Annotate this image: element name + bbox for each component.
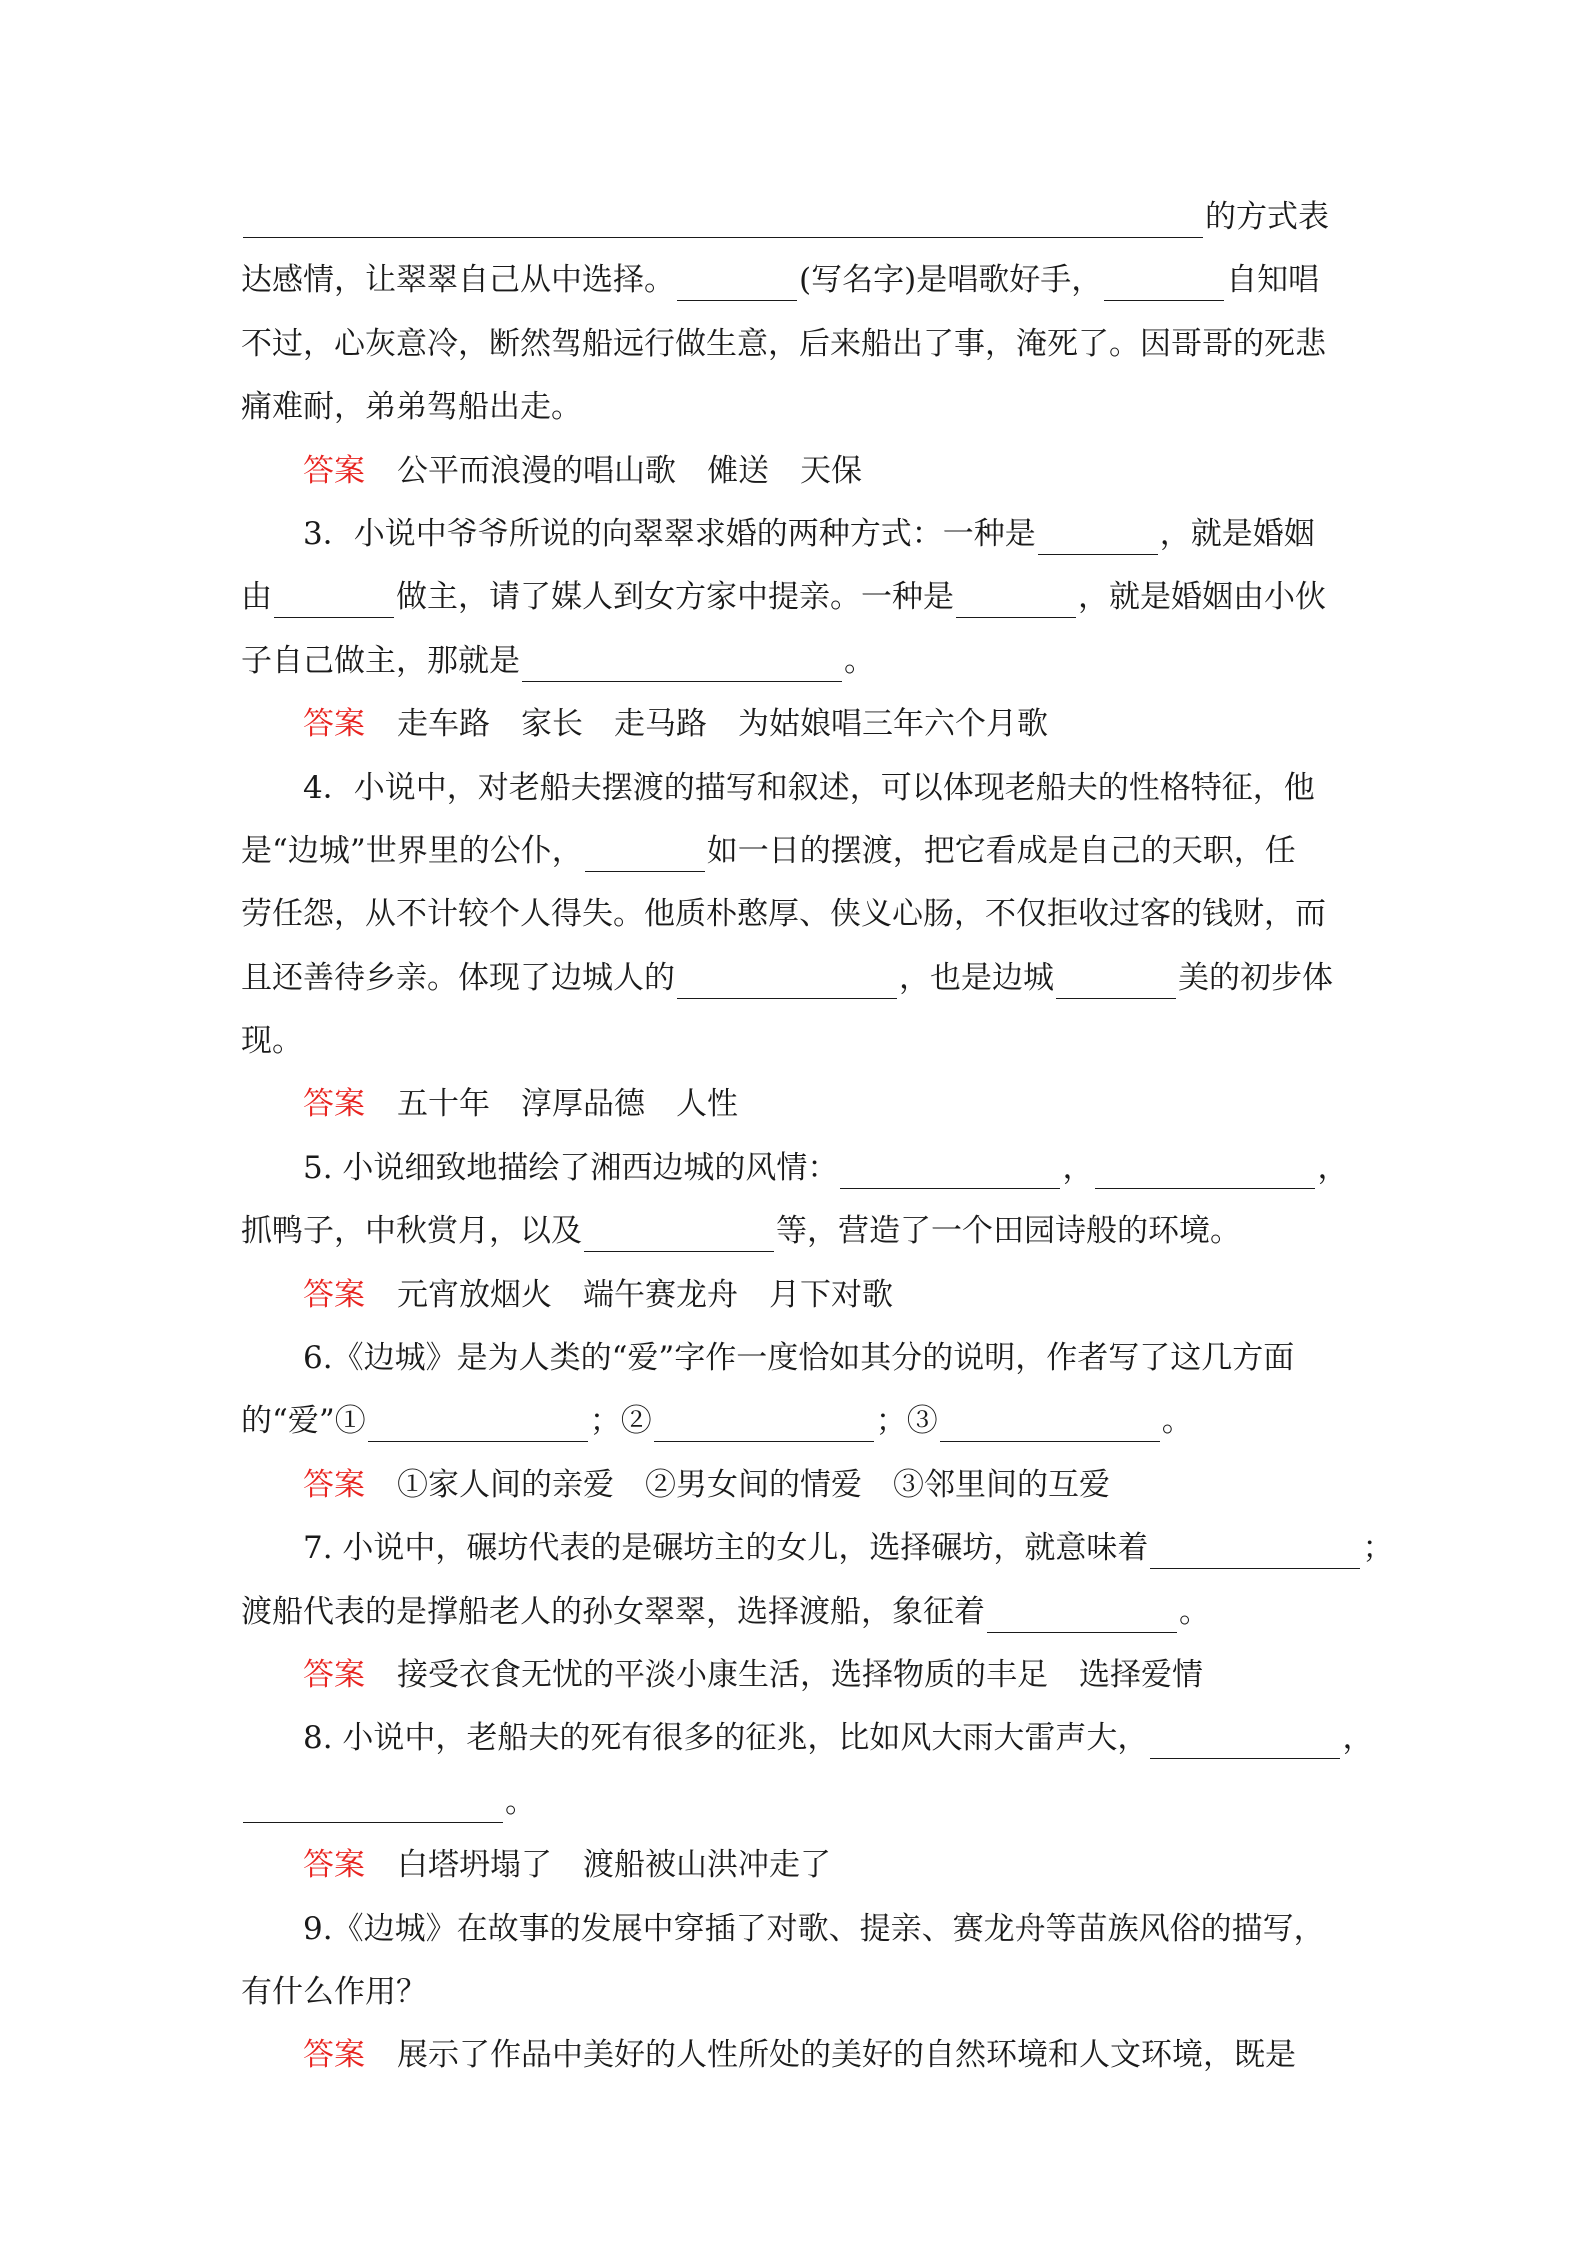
question-text: 子自己做主，那就是	[241, 642, 520, 679]
answer-label: 答案	[303, 706, 365, 743]
question-line	[241, 820, 1351, 883]
question-line	[241, 630, 1351, 693]
fill-blank	[1150, 1530, 1360, 1569]
answer-label: 答案	[303, 1086, 365, 1123]
question-text: 8. 小说中，老船夫的死有很多的征兆，比如风大雨大雷声大，	[241, 1720, 1149, 1757]
fill-blank	[956, 579, 1076, 618]
answer-text: 公平而浪漫的唱山歌 傩送 天保	[397, 452, 862, 489]
question-line	[241, 313, 1351, 376]
fill-blank	[1038, 516, 1158, 555]
question-text: 。	[1179, 1593, 1210, 1630]
question-text: 渡船代表的是撑船老人的孙女翠翠，选择渡船，象征着	[241, 1593, 985, 1630]
question-line	[241, 376, 1351, 439]
answer-label: 答案	[303, 1466, 365, 1503]
question-text: ，	[1317, 1149, 1349, 1186]
fill-blank	[1150, 1720, 1340, 1759]
answer-text: 白塔坍塌了 渡船被山洪冲走了	[397, 1847, 831, 1884]
question-line	[241, 1200, 1351, 1263]
question-line	[241, 1390, 1351, 1453]
question-text: 等，营造了一个田园诗般的环境。	[776, 1213, 1241, 1250]
question-text: 5. 小说细致地描绘了湘西边城的风情：	[241, 1149, 839, 1186]
question-text: 如一日的摆渡，把它看成是自己的天职，任	[706, 832, 1296, 869]
question-text: ，就是婚姻	[1159, 515, 1315, 552]
question-line	[241, 503, 1351, 566]
fill-blank	[987, 1594, 1177, 1633]
answer-line	[241, 1073, 1351, 1136]
question-text: 是“边城”世界里的公仆，	[241, 832, 583, 869]
question-line	[241, 1517, 1394, 1580]
answer-line	[241, 2024, 1351, 2087]
answer-label: 答案	[303, 1656, 365, 1693]
answer-line	[241, 1454, 1351, 1517]
question-line	[241, 1961, 1351, 2024]
question-line	[241, 1137, 1351, 1200]
fill-blank	[522, 643, 842, 682]
question-text: 的“爱”①	[241, 1403, 366, 1440]
question-text: 抓鸭子，中秋赏月，以及	[241, 1213, 582, 1250]
question-line	[241, 566, 1351, 629]
question-text: 自知唱	[1226, 262, 1320, 299]
fill-blank	[584, 1213, 774, 1252]
fill-blank	[585, 833, 705, 872]
question-line	[241, 883, 1351, 946]
fill-blank	[243, 199, 1203, 238]
question-text: 6.《边城》是为人类的“爱”字作一度恰如其分的说明，作者写了这几方面	[241, 1340, 1295, 1377]
question-text: ；③	[875, 1403, 938, 1440]
fill-blank	[1095, 1150, 1315, 1189]
answer-text: 五十年 淳厚品德 人性	[397, 1086, 738, 1123]
answer-text: 展示了作品中美好的人性所处的美好的自然环境和人文环境，既是	[397, 2037, 1296, 2074]
question-line	[241, 186, 1351, 249]
answer-label: 答案	[303, 2037, 365, 2074]
answer-text: ①家人间的亲爱 ②男女间的情爱 ③邻里间的互爱	[397, 1466, 1110, 1503]
question-text: 且还善待乡亲。体现了边城人的	[241, 959, 675, 996]
question-line	[241, 947, 1351, 1010]
fill-blank	[677, 262, 797, 301]
question-text: 7. 小说中，碾坊代表的是碾坊主的女儿，选择碾坊，就意味着	[241, 1530, 1149, 1567]
fill-blank	[654, 1403, 874, 1442]
question-text: ，就是婚姻由小伙	[1078, 579, 1326, 616]
answer-label: 答案	[303, 1847, 365, 1884]
question-text: 。	[505, 1783, 536, 1820]
question-line	[241, 1771, 1351, 1834]
fill-blank	[243, 1784, 503, 1823]
question-text: ；	[1362, 1530, 1394, 1567]
answer-label: 答案	[303, 1276, 365, 1313]
fill-blank	[840, 1150, 1060, 1189]
question-text: 痛难耐，弟弟驾船出走。	[241, 389, 582, 426]
fill-blank	[1104, 262, 1224, 301]
question-text: (写名字)是唱歌好手，	[799, 262, 1103, 299]
question-line	[241, 249, 1351, 312]
fill-blank	[940, 1403, 1160, 1442]
question-text: 由	[241, 579, 272, 616]
question-text: 现。	[241, 1023, 303, 1060]
question-line	[241, 1707, 1374, 1770]
question-text: 。	[1161, 1403, 1193, 1440]
answer-text: 元宵放烟火 端午赛龙舟 月下对歌	[397, 1276, 893, 1313]
question-text: ，也是边城	[899, 959, 1054, 996]
fill-blank	[677, 960, 897, 999]
question-text: 9.《边城》在故事的发展中穿插了对歌、提亲、赛龙舟等苗族风俗的描写，	[241, 1910, 1325, 1947]
answer-text: 接受衣食无忧的平淡小康生活，选择物质的丰足 选择爱情	[397, 1656, 1203, 1693]
question-line	[241, 757, 1351, 820]
fill-blank	[274, 579, 394, 618]
question-text: 4．小说中，对老船夫摆渡的描写和叙述，可以体现老船夫的性格特征，他	[241, 769, 1315, 806]
question-text: 不过，心灰意冷，断然驾船远行做生意，后来船出了事，淹死了。因哥哥的死悲	[241, 325, 1326, 362]
question-text: 达感情，让翠翠自己从中选择。	[241, 262, 675, 299]
answer-line	[241, 1264, 1351, 1327]
question-text: 美的初步体	[1178, 959, 1333, 996]
question-line	[241, 1327, 1351, 1390]
fill-blank	[1056, 960, 1176, 999]
answer-line	[241, 440, 1351, 503]
question-text: 的方式表	[1205, 199, 1329, 235]
question-text: 劳任怨，从不计较个人得失。他质朴憨厚、侠义心肠，不仅拒收过客的钱财，而	[241, 896, 1326, 933]
question-line	[241, 1581, 1351, 1644]
question-text: ，	[1342, 1720, 1374, 1757]
question-text: ，	[1062, 1149, 1094, 1186]
question-text: 做主，请了媒人到女方家中提亲。一种是	[396, 579, 954, 616]
answer-line	[241, 1644, 1351, 1707]
question-text: 。	[844, 642, 875, 679]
question-line	[241, 1010, 1351, 1073]
question-text: 有什么作用？	[241, 1973, 427, 2010]
question-line	[241, 1898, 1351, 1961]
fill-blank	[368, 1403, 588, 1442]
document-page	[241, 186, 1394, 2088]
answer-line	[241, 1834, 1351, 1897]
question-text: ；②	[589, 1403, 652, 1440]
answer-text: 走车路 家长 走马路 为姑娘唱三年六个月歌	[397, 706, 1048, 743]
answer-line	[241, 693, 1351, 756]
answer-label: 答案	[303, 452, 365, 489]
question-text: 3．小说中爷爷所说的向翠翠求婚的两种方式：一种是	[241, 515, 1036, 552]
